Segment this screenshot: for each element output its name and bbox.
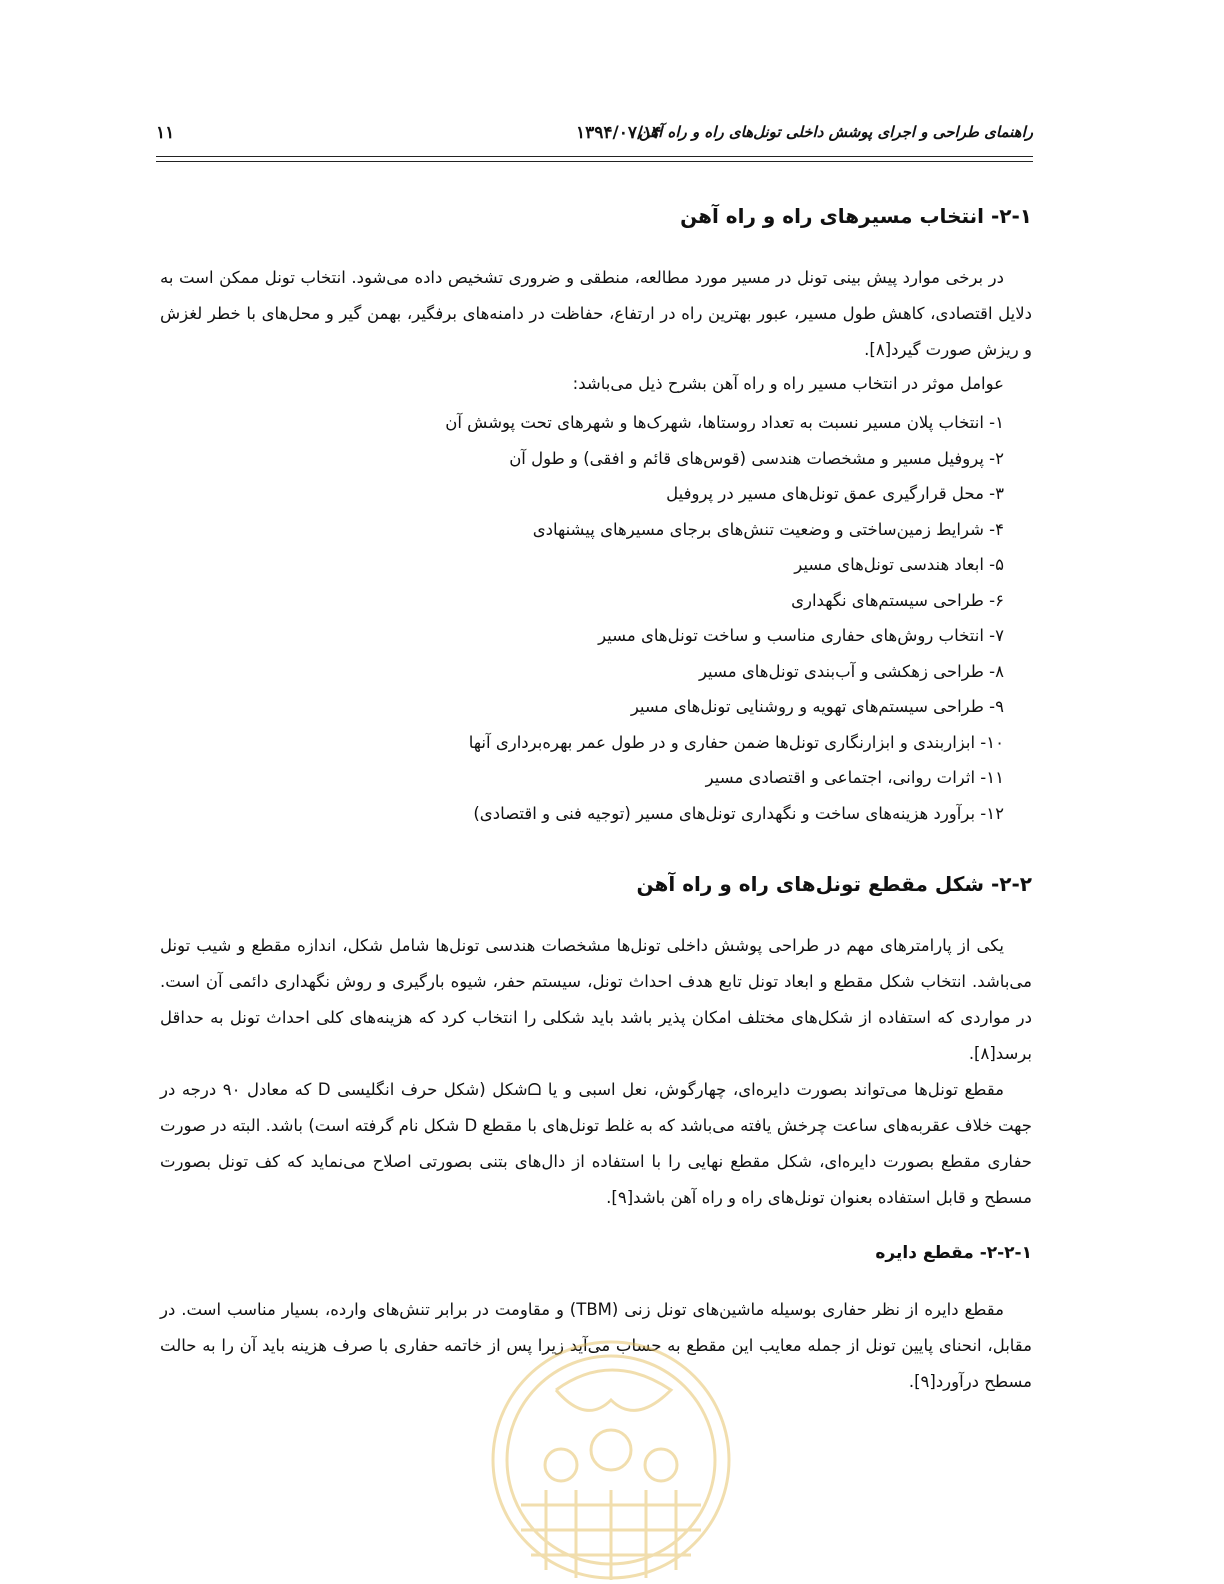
list-item: ۲- پروفیل مسیر و مشخصات هندسی (قوس‌های قائم و افقی) و طول آن [509,448,1004,468]
section-heading-2-2: ۲-۲- شکل مقطع تونل‌های راه و راه آهن [636,872,1032,896]
list-item: ۱۰- ابزاربندی و ابزارنگاری تونل‌ها ضمن حفاری و در طول عمر بهره‌برداری آنها [468,732,1004,752]
list-item: ۱۲- برآورد هزینه‌های ساخت و نگهداری تونل‌های مسیر (توجیه فنی و اقتصادی) [473,803,1004,823]
factors-list [445,405,1004,831]
list-item: ۱- انتخاب پلان مسیر نسبت به تعداد روستاها، شهرک‌ها و شهرهای تحت پوشش آن [445,413,1004,432]
section-2-2-1-paragraph: مقطع دایره از نظر حفاری بوسیله ماشین‌های تونل زنی (TBM) و مقاومت در برابر تنش‌های وارده، بسیار مناسب است. در مقابل، انحنای پایین تونل از جمله معایب این مقطع به حساب می‌آید زیرا پس از خاتمه حفاری با صرف هزینه باید آن را به حالت مسطح درآورد[۹]. [160,1300,1032,1391]
header-title: راهنمای طراحی و اجرای پوشش داخلی تونل‌های راه و راه آهن [638,123,1033,141]
section-heading-2-2-1: ۲-۲-۱- مقطع دایره [875,1243,1032,1263]
list-item: ۵- ابعاد هندسی تونل‌های مسیر [794,555,1004,574]
publisher-seal-watermark [486,1330,736,1584]
page-number: ۱۱ [156,123,175,143]
list-item: ۱۱- اثرات روانی، اجتماعی و اقتصادی مسیر [705,768,1004,787]
section-2-1-paragraph: در برخی موارد پیش بینی تونل در مسیر مورد مطالعه، منطقی و ضروری تشخیص داده می‌شود. انتخاب تونل ممکن است به دلایل اقتصادی، کاهش طول مسیر، عبور بهترین راه در ارتفاع، حفاظت در دامنه‌های برفگیر، بهمن گیر و محل‌های با خطر لغزش و ریزش صورت گیرد[۸]. [160,268,1032,359]
list-item: ۸- طراحی زهکشی و آب‌بندی تونل‌های مسیر [698,661,1004,681]
list-item: ۶- طراحی سیستم‌های نگهداری [791,590,1004,610]
section-heading-2-1: ۲-۱- انتخاب مسیرهای راه و راه آهن [680,204,1032,228]
list-item: ۳- محل قرارگیری عمق تونل‌های مسیر در پروفیل [666,484,1004,503]
header-date: ۱۳۹۴/۰۷/۱۴ [576,123,662,143]
section-2-2-paragraph-1: یکی از پارامترهای مهم در طراحی پوشش داخلی تونل‌ها مشخصات هندسی تونل‌ها شامل شکل، اندازه مقطع و شیب تونل می‌باشد. انتخاب شکل مقطع و ابعاد تونل تابع هدف احداث تونل، سیستم حفر، شیوه بارگیری و روش نگهداری دائمی آن است. در مواردی که استفاده از شکل‌های مختلف امکان پذیر باشد باید شکلی را انتخاب کرد که هزینه‌های کلی احداث تونل به حداقل برسد[۸]. [160,936,1032,1063]
list-item: ۴- شرایط زمین‌ساختی و وضعیت تنش‌های برجای مسیرهای پیشنهادی [532,519,1004,539]
section-2-2-paragraph-2: مقطع تونل‌ها می‌تواند بصورت دایره‌ای، چهارگوش، نعل اسبی و یا ᗝشکل (شکل حرف انگلیسی D که معادل ۹۰ درجه در جهت خلاف عقربه‌های ساعت چرخش یافته می‌باشد که به غلط تونل‌های با مقطع D شکل نام گرفته است) باشد. البته در صورت حفاری مقطع بصورت دایره‌ای، شکل مقطع نهایی را با استفاده از دال‌های بتنی بصورتی اصلاح می‌نماید که کف تونل بصورت مسطح و قابل استفاده بعنوان تونل‌های راه و راه آهن باشد[۹]. [160,1080,1032,1207]
running-header [156,123,1033,149]
list-item: ۷- انتخاب روش‌های حفاری مناسب و ساخت تونل‌های مسیر [598,626,1004,645]
factors-intro: عوامل موثر در انتخاب مسیر راه و راه آهن بشرح ذیل می‌باشد: [572,374,1004,393]
header-rule-bottom [156,161,1033,162]
header-rule-top [156,156,1033,157]
list-item: ۹- طراحی سیستم‌های تهویه و روشنایی تونل‌های مسیر [630,697,1004,716]
